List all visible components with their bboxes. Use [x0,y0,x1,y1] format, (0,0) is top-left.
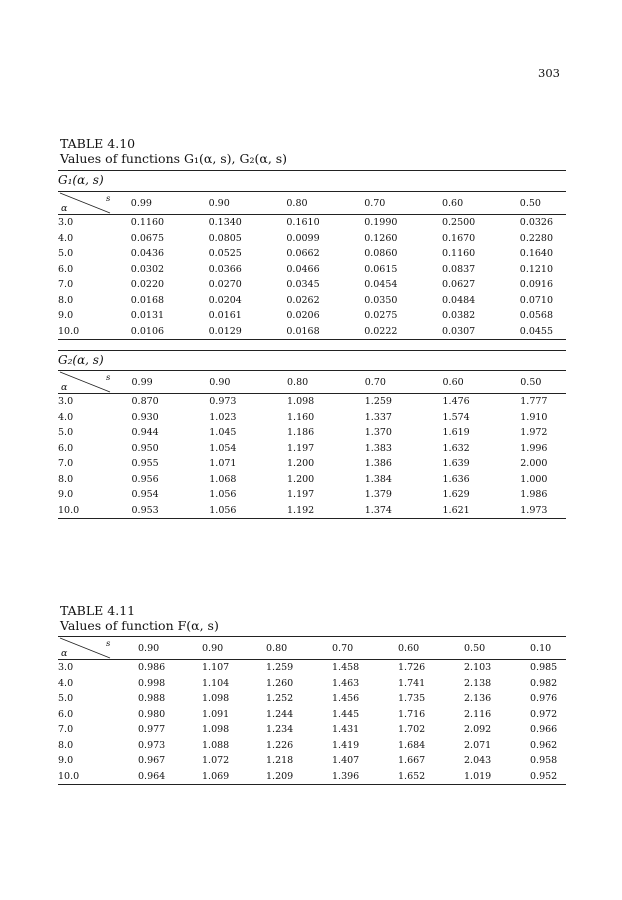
value-cell: 0.0131 [130,310,165,322]
value-cell: 1.200 [287,458,315,470]
value-cell: 0.0270 [208,279,242,291]
value-cell: 0.958 [530,755,558,767]
value-cell: 1.068 [209,473,237,485]
alpha-cell: 10.0 [58,769,138,785]
value-cell: 1.098 [287,396,315,408]
value-cell: 1.019 [464,769,530,785]
alpha-cell: 4.0 [58,411,74,423]
value-cell: 0.0805 [208,232,242,244]
value-cell: 1.104 [202,677,230,689]
table-row [58,441,566,457]
value-cell: 0.998 [138,677,166,689]
value-cell: 1.431 [332,724,360,736]
alpha-cell: 10.0 [58,324,131,340]
value-cell: 0.870 [131,396,159,408]
value-cell: 1.091 [202,708,230,720]
value-cell: 1.621 [443,503,521,519]
value-cell: 0.952 [530,769,566,785]
value-cell: 1.419 [332,739,360,751]
g1-corner-cell [58,192,131,215]
value-cell: 1.636 [442,473,470,485]
value-cell: 0.0345 [286,279,320,291]
value-cell: 0.0099 [286,232,320,244]
table-row [58,262,566,278]
value-cell: 0.972 [530,708,558,720]
f-col-header: 0.90 [138,637,202,660]
value-cell: 1.632 [442,442,470,454]
value-cell: 0.0262 [286,294,320,306]
value-cell: 1.197 [287,489,315,501]
g2-body [58,394,566,519]
value-cell: 0.930 [131,411,159,423]
axis-s-label: s [106,373,111,383]
value-cell: 1.000 [520,473,548,485]
g2-col-header: 0.80 [287,371,365,394]
alpha-cell: 7.0 [58,724,74,736]
value-cell: 0.0106 [131,324,209,340]
value-cell: 0.1160 [130,217,165,229]
alpha-cell: 7.0 [58,279,74,291]
value-cell: 0.0455 [520,324,566,340]
value-cell: 1.197 [287,442,315,454]
value-cell: 0.0302 [130,263,165,275]
alpha-cell: 5.0 [58,427,74,439]
value-cell: 1.054 [209,442,237,454]
value-cell: 0.955 [131,458,159,470]
table-row [58,215,566,231]
value-cell: 0.0204 [208,294,242,306]
table-row [58,308,566,324]
value-cell: 0.0168 [130,294,165,306]
value-cell: 1.726 [398,662,426,674]
table-row [58,231,566,247]
table-row [58,394,566,410]
value-cell: 1.259 [364,396,392,408]
value-cell: 1.374 [365,503,443,519]
table-row [58,503,566,519]
value-cell: 0.976 [530,693,558,705]
axis-s-label: s [106,194,111,204]
diagonal-rule-icon [58,371,138,393]
value-cell: 1.088 [202,739,230,751]
value-cell: 1.972 [520,427,548,439]
g1-section-label [58,170,566,189]
value-cell: 1.234 [266,724,294,736]
value-cell: 1.910 [520,411,548,423]
value-cell: 1.056 [209,503,287,519]
value-cell: 0.0307 [442,324,520,340]
g2-col-header: 0.50 [520,371,566,394]
value-cell: 1.396 [332,769,398,785]
value-cell: 1.107 [202,662,230,674]
value-cell: 1.252 [266,693,294,705]
table-row [58,425,566,441]
f-col-header: 0.50 [464,637,530,660]
value-cell: 1.741 [398,677,426,689]
table-row [58,660,566,676]
value-cell: 1.186 [287,427,315,439]
value-cell: 1.337 [364,411,392,423]
alpha-cell: 9.0 [58,755,74,767]
alpha-cell: 5.0 [58,248,74,260]
value-cell: 1.463 [332,677,360,689]
value-cell: 0.1610 [286,217,320,229]
value-cell: 1.629 [442,489,470,501]
table-row [58,472,566,488]
value-cell: 1.098 [202,693,230,705]
value-cell: 0.2500 [441,217,476,229]
g2-table [58,370,566,519]
table-4-10-subtitle: Values of functions G₁(α, s), G₂(α, s) [60,151,288,166]
f-table [58,636,566,785]
table-row [58,753,566,769]
g1-col-header: 0.90 [209,192,287,215]
value-cell: 2.116 [464,708,492,720]
value-cell: 0.0615 [364,263,398,275]
value-cell: 0.0525 [208,248,242,260]
table-row [58,722,566,738]
g1-col-header: 0.70 [364,192,442,215]
table-row [58,410,566,426]
alpha-cell: 6.0 [58,442,74,454]
value-cell: 0.1160 [441,248,476,260]
value-cell: 0.0275 [364,310,398,322]
value-cell: 1.652 [398,769,464,785]
g2-label: G₂(α, s) [58,353,104,367]
diagonal-rule-icon [58,637,138,659]
page-number: 303 [538,66,560,80]
alpha-cell: 9.0 [58,489,74,501]
value-cell: 0.0675 [130,232,165,244]
value-cell: 1.379 [364,489,392,501]
value-cell: 1.476 [442,396,470,408]
value-cell: 0.967 [138,755,166,767]
value-cell: 1.458 [332,662,360,674]
value-cell: 0.0326 [519,217,554,229]
value-cell: 0.944 [131,427,159,439]
value-cell: 1.619 [442,427,470,439]
value-cell: 0.0129 [209,324,287,340]
value-cell: 0.964 [138,769,202,785]
value-cell: 2.138 [464,677,492,689]
value-cell: 1.045 [209,427,237,439]
f-col-header: 0.70 [332,637,398,660]
table-4-11-subtitle: Values of function F(α, s) [60,618,219,633]
value-cell: 0.0161 [208,310,242,322]
alpha-cell: 6.0 [58,263,74,275]
value-cell: 1.574 [442,411,470,423]
value-cell: 1.069 [202,769,266,785]
f-col-header: 0.90 [202,637,266,660]
value-cell: 0.980 [138,708,166,720]
value-cell: 0.982 [530,677,558,689]
value-cell: 0.0350 [364,294,398,306]
value-cell: 0.962 [530,739,558,751]
value-cell: 0.0568 [519,310,554,322]
f-col-header: 0.60 [398,637,464,660]
value-cell: 0.1260 [364,232,398,244]
axis-alpha-label: α [61,203,68,214]
table-row [58,769,566,785]
g1-table [58,191,566,340]
g2-col-header: 0.99 [132,371,210,394]
value-cell: 1.226 [266,739,294,751]
value-cell: 0.0382 [441,310,476,322]
value-cell: 0.0860 [364,248,398,260]
value-cell: 0.954 [131,489,159,501]
table-row [58,324,566,340]
alpha-cell: 8.0 [58,739,74,751]
table-row [58,277,566,293]
value-cell: 1.716 [398,708,426,720]
value-cell: 0.0366 [208,263,242,275]
alpha-cell: 3.0 [58,396,74,408]
value-cell: 0.0662 [286,248,320,260]
value-cell: 1.160 [287,411,315,423]
table-4-10-caption [60,136,287,166]
value-cell: 1.200 [287,473,315,485]
g1-col-header: 0.99 [131,192,209,215]
value-cell: 0.0222 [364,324,442,340]
g1-col-header: 0.80 [286,192,364,215]
value-cell: 0.2280 [519,232,554,244]
value-cell: 1.056 [209,489,237,501]
value-cell: 0.0466 [286,263,320,275]
value-cell: 0.0206 [286,310,320,322]
g2-col-header: 0.60 [443,371,521,394]
table-4-10-title: TABLE 4.10 [60,136,136,151]
value-cell: 1.735 [398,693,426,705]
value-cell: 1.071 [209,458,237,470]
value-cell: 0.973 [209,396,237,408]
value-cell: 0.950 [131,442,159,454]
value-cell: 1.684 [398,739,426,751]
g1-header-row [58,192,566,215]
value-cell: 0.1990 [364,217,398,229]
value-cell: 0.1210 [519,263,554,275]
table-row [58,707,566,723]
value-cell: 0.0454 [364,279,398,291]
value-cell: 1.407 [332,755,360,767]
value-cell: 2.103 [464,662,492,674]
value-cell: 1.996 [520,442,548,454]
f-header-row [58,637,566,660]
f-body [58,660,566,785]
table-row [58,676,566,692]
value-cell: 0.0436 [130,248,165,260]
g2-section-label [58,350,566,369]
value-cell: 0.977 [138,724,166,736]
table-row [58,293,566,309]
alpha-cell: 3.0 [58,662,74,674]
alpha-cell: 6.0 [58,708,74,720]
value-cell: 1.702 [398,724,426,736]
value-cell: 1.456 [332,693,360,705]
axis-alpha-label: α [61,382,68,393]
value-cell: 1.244 [266,708,294,720]
value-cell: 0.0168 [286,324,364,340]
alpha-cell: 5.0 [58,693,74,705]
g1-label: G₁(α, s) [58,173,104,187]
value-cell: 0.956 [131,473,159,485]
value-cell: 1.072 [202,755,230,767]
value-cell: 1.973 [520,503,566,519]
value-cell: 1.777 [520,396,548,408]
value-cell: 0.1670 [441,232,476,244]
g1-body [58,215,566,340]
value-cell: 0.985 [530,662,558,674]
value-cell: 1.384 [364,473,392,485]
value-cell: 1.260 [266,677,294,689]
value-cell: 1.218 [266,755,294,767]
value-cell: 1.098 [202,724,230,736]
table-row [58,246,566,262]
table-row [58,691,566,707]
f-col-header: 0.80 [266,637,332,660]
g2-corner-cell [58,371,132,394]
table-4-11-caption [60,603,219,633]
value-cell: 1.386 [364,458,392,470]
g1-col-header: 0.50 [520,192,566,215]
value-cell: 0.1640 [519,248,554,260]
value-cell: 1.370 [364,427,392,439]
alpha-cell: 3.0 [58,217,74,229]
value-cell: 0.1340 [208,217,242,229]
alpha-cell: 4.0 [58,232,74,244]
value-cell: 2.136 [464,693,492,705]
value-cell: 0.953 [132,503,210,519]
value-cell: 1.667 [398,755,426,767]
value-cell: 2.043 [464,755,492,767]
value-cell: 0.986 [138,662,166,674]
table-4-11-title: TABLE 4.11 [60,603,136,618]
value-cell: 0.0916 [519,279,554,291]
f-col-header: 0.10 [530,637,566,660]
alpha-cell: 4.0 [58,677,74,689]
value-cell: 0.0710 [519,294,554,306]
value-cell: 1.383 [364,442,392,454]
value-cell: 1.986 [520,489,548,501]
value-cell: 0.973 [138,739,166,751]
alpha-cell: 8.0 [58,473,74,485]
value-cell: 0.0627 [441,279,476,291]
value-cell: 1.445 [332,708,360,720]
alpha-cell: 8.0 [58,294,74,306]
diagonal-rule-icon [58,192,138,214]
value-cell: 0.0837 [441,263,476,275]
g2-col-header: 0.70 [365,371,443,394]
value-cell: 2.000 [520,458,548,470]
value-cell: 1.192 [287,503,365,519]
table-row [58,487,566,503]
table-row [58,456,566,472]
axis-s-label: s [106,639,111,649]
alpha-cell: 7.0 [58,458,74,470]
g2-header-row [58,371,566,394]
value-cell: 1.259 [266,662,294,674]
value-cell: 1.023 [209,411,237,423]
alpha-cell: 9.0 [58,310,74,322]
value-cell: 1.209 [266,769,332,785]
g1-col-header: 0.60 [442,192,520,215]
value-cell: 0.988 [138,693,166,705]
alpha-cell: 10.0 [58,503,132,519]
axis-alpha-label: α [61,648,68,659]
value-cell: 0.966 [530,724,558,736]
f-corner-cell [58,637,138,660]
value-cell: 1.639 [442,458,470,470]
value-cell: 0.0220 [130,279,165,291]
value-cell: 2.071 [464,739,492,751]
table-row [58,738,566,754]
value-cell: 2.092 [464,724,492,736]
g2-col-header: 0.90 [209,371,287,394]
value-cell: 0.0484 [441,294,476,306]
